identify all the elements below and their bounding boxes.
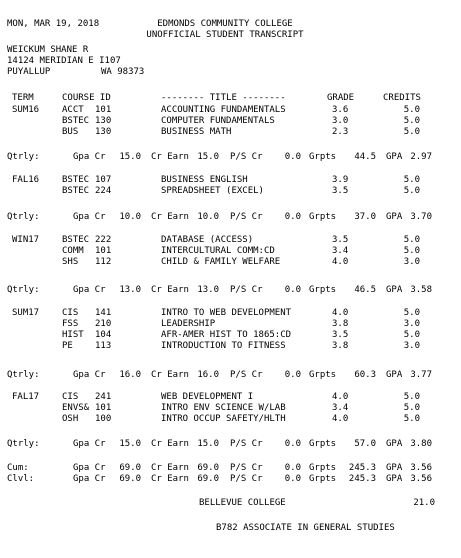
course-title: BUSINESS MATH xyxy=(161,127,232,137)
qtrly-gpa-label: GPA xyxy=(386,152,403,162)
qtrly-gpa: 3.77 xyxy=(410,370,432,380)
qtrly-gpa-cr: 16.0 xyxy=(119,370,141,380)
course-title: BUSINESS ENGLISH xyxy=(161,175,248,185)
qtrly-gpa-cr-label: Gpa Cr xyxy=(73,152,106,162)
course-number: 113 xyxy=(95,341,112,351)
course-title: COMPUTER FUNDAMENTALS xyxy=(161,116,275,126)
qtrly-grpts-label: Grpts xyxy=(309,152,337,162)
course-credits: 5.0 xyxy=(403,308,420,318)
course-grade: 3.6 xyxy=(332,105,349,115)
qtrly-gpa: 3.70 xyxy=(410,212,432,222)
course-number: 141 xyxy=(95,308,112,318)
clvl-label: Clvl: xyxy=(7,474,35,484)
cum-cr-earn: 69.0 xyxy=(197,463,219,473)
cum-ps-cr: 0.0 xyxy=(284,463,301,473)
course-title: INTRO TO WEB DEVELOPMENT xyxy=(161,308,292,318)
course-grade: 3.8 xyxy=(332,319,349,329)
course-grade: 4.0 xyxy=(332,257,349,267)
course-grade: 4.0 xyxy=(332,308,349,318)
qtrly-label: Qtrly: xyxy=(7,370,40,380)
term-code: FAL17 xyxy=(12,392,40,402)
qtrly-cr-earn-label: Cr Earn xyxy=(151,212,189,222)
course-title: WEB DEVELOPMENT I xyxy=(161,392,254,402)
course-dept: BSTEC xyxy=(62,235,90,245)
course-grade: 3.0 xyxy=(332,116,349,126)
cum-grpts: 245.3 xyxy=(348,463,376,473)
course-number: 241 xyxy=(95,392,112,402)
course-title: INTRODUCTION TO FITNESS xyxy=(161,341,286,351)
course-credits: 3.0 xyxy=(403,319,420,329)
degree: B782 ASSOCIATE IN GENERAL STUDIES xyxy=(216,523,395,533)
transfer-credits: 21.0 xyxy=(413,498,435,508)
qtrly-ps-cr: 0.0 xyxy=(284,152,301,162)
col-header-grade: GRADE xyxy=(327,93,355,103)
clvl-ps-cr-label: P/S Cr xyxy=(230,474,263,484)
qtrly-grpts: 60.3 xyxy=(354,370,376,380)
course-grade: 3.9 xyxy=(332,175,349,185)
course-credits: 5.0 xyxy=(403,235,420,245)
course-grade: 3.5 xyxy=(332,235,349,245)
qtrly-gpa: 2.97 xyxy=(410,152,432,162)
qtrly-label: Qtrly: xyxy=(7,152,40,162)
qtrly-gpa: 3.58 xyxy=(410,285,432,295)
qtrly-gpa-label: GPA xyxy=(386,439,403,449)
qtrly-gpa-cr: 15.0 xyxy=(119,152,141,162)
cum-label: Cum: xyxy=(7,463,29,473)
course-grade: 4.0 xyxy=(332,392,349,402)
course-grade: 3.4 xyxy=(332,403,349,413)
course-number: 130 xyxy=(95,127,112,137)
course-dept: BSTEC xyxy=(62,186,90,196)
course-number: 112 xyxy=(95,257,112,267)
qtrly-grpts-label: Grpts xyxy=(309,285,337,295)
course-title: DATABASE (ACCESS) xyxy=(161,235,254,245)
clvl-gpa-cr-label: Gpa Cr xyxy=(73,474,106,484)
qtrly-ps-cr-label: P/S Cr xyxy=(230,370,263,380)
course-credits: 5.0 xyxy=(403,186,420,196)
qtrly-ps-cr: 0.0 xyxy=(284,285,301,295)
course-dept: BUS xyxy=(62,127,79,137)
clvl-grpts-label: Grpts xyxy=(309,474,337,484)
course-dept: BSTEC xyxy=(62,175,90,185)
qtrly-cr-earn: 15.0 xyxy=(197,439,219,449)
course-credits: 5.0 xyxy=(403,127,420,137)
qtrly-cr-earn: 10.0 xyxy=(197,212,219,222)
qtrly-ps-cr: 0.0 xyxy=(284,439,301,449)
term-code: SUM17 xyxy=(12,308,40,318)
course-dept: OSH xyxy=(62,414,79,424)
qtrly-ps-cr-label: P/S Cr xyxy=(230,439,263,449)
clvl-gpa: 3.56 xyxy=(410,474,432,484)
qtrly-gpa-label: GPA xyxy=(386,285,403,295)
clvl-ps-cr: 0.0 xyxy=(284,474,301,484)
student-state-zip: WA 98373 xyxy=(101,67,145,77)
course-dept: ACCT xyxy=(62,105,84,115)
cum-cr-earn-label: Cr Earn xyxy=(151,463,189,473)
course-grade: 4.0 xyxy=(332,414,349,424)
course-credits: 5.0 xyxy=(403,246,420,256)
course-number: 224 xyxy=(95,186,112,196)
col-header-course-id: COURSE ID xyxy=(62,93,111,103)
qtrly-cr-earn: 15.0 xyxy=(197,152,219,162)
course-grade: 2.3 xyxy=(332,127,349,137)
qtrly-label: Qtrly: xyxy=(7,212,40,222)
course-credits: 5.0 xyxy=(403,392,420,402)
report-date: MON, MAR 19, 2018 xyxy=(7,19,100,29)
qtrly-gpa-cr: 13.0 xyxy=(119,285,141,295)
qtrly-gpa-label: GPA xyxy=(386,370,403,380)
course-number: 210 xyxy=(95,319,112,329)
course-title: INTRO ENV SCIENCE W/LAB xyxy=(161,403,286,413)
course-title: ACCOUNTING FUNDAMENTALS xyxy=(161,105,286,115)
cum-gpa-label: GPA xyxy=(386,463,403,473)
qtrly-ps-cr-label: P/S Cr xyxy=(230,152,263,162)
course-title: INTERCULTURAL COMM:CD xyxy=(161,246,275,256)
qtrly-cr-earn-label: Cr Earn xyxy=(151,439,189,449)
qtrly-grpts: 46.5 xyxy=(354,285,376,295)
course-number: 100 xyxy=(95,414,112,424)
qtrly-ps-cr: 0.0 xyxy=(284,370,301,380)
course-dept: HIST xyxy=(62,330,84,340)
qtrly-cr-earn-label: Cr Earn xyxy=(151,285,189,295)
course-credits: 5.0 xyxy=(403,116,420,126)
course-dept: FSS xyxy=(62,319,79,329)
course-dept: PE xyxy=(62,341,73,351)
qtrly-label: Qtrly: xyxy=(7,285,40,295)
qtrly-gpa-cr: 15.0 xyxy=(119,439,141,449)
cum-gpa-cr-label: Gpa Cr xyxy=(73,463,106,473)
course-grade: 3.5 xyxy=(332,186,349,196)
course-number: 130 xyxy=(95,116,112,126)
course-grade: 3.5 xyxy=(332,330,349,340)
qtrly-cr-earn-label: Cr Earn xyxy=(151,370,189,380)
term-code: FAL16 xyxy=(12,175,40,185)
clvl-grpts: 245.3 xyxy=(348,474,376,484)
course-credits: 5.0 xyxy=(403,414,420,424)
course-number: 107 xyxy=(95,175,112,185)
course-dept: SHS xyxy=(62,257,79,267)
course-grade: 3.4 xyxy=(332,246,349,256)
col-header-term: TERM xyxy=(12,93,34,103)
course-credits: 5.0 xyxy=(403,105,420,115)
clvl-cr-earn: 69.0 xyxy=(197,474,219,484)
qtrly-ps-cr-label: P/S Cr xyxy=(230,285,263,295)
course-dept: COMM xyxy=(62,246,84,256)
qtrly-ps-cr-label: P/S Cr xyxy=(230,212,263,222)
qtrly-gpa: 3.80 xyxy=(410,439,432,449)
course-number: 101 xyxy=(95,246,112,256)
col-header-title: -------- TITLE -------- xyxy=(161,93,286,103)
student-city: PUYALLUP xyxy=(7,67,51,77)
course-number: 101 xyxy=(95,105,112,115)
qtrly-grpts: 37.0 xyxy=(354,212,376,222)
clvl-gpa-cr: 69.0 xyxy=(119,474,141,484)
course-title: LEADERSHIP xyxy=(161,319,216,329)
course-credits: 3.0 xyxy=(403,341,420,351)
college-name: EDMONDS COMMUNITY COLLEGE xyxy=(157,19,293,29)
qtrly-grpts-label: Grpts xyxy=(309,439,337,449)
term-code: WIN17 xyxy=(12,235,40,245)
transfer-school: BELLEVUE COLLEGE xyxy=(199,498,286,508)
qtrly-gpa-cr: 10.0 xyxy=(119,212,141,222)
course-dept: CIS xyxy=(62,308,79,318)
col-header-credits: CREDITS xyxy=(383,93,421,103)
course-credits: 5.0 xyxy=(403,403,420,413)
course-dept: ENVS& xyxy=(62,403,90,413)
cum-grpts-label: Grpts xyxy=(309,463,337,473)
course-title: CHILD & FAMILY WELFARE xyxy=(161,257,281,267)
qtrly-gpa-cr-label: Gpa Cr xyxy=(73,285,106,295)
course-dept: CIS xyxy=(62,392,79,402)
course-title: SPREADSHEET (EXCEL) xyxy=(161,186,264,196)
qtrly-gpa-label: GPA xyxy=(386,212,403,222)
course-grade: 3.8 xyxy=(332,341,349,351)
qtrly-grpts: 44.5 xyxy=(354,152,376,162)
qtrly-gpa-cr-label: Gpa Cr xyxy=(73,370,106,380)
course-number: 104 xyxy=(95,330,112,340)
qtrly-cr-earn: 13.0 xyxy=(197,285,219,295)
course-dept: BSTEC xyxy=(62,116,90,126)
qtrly-gpa-cr-label: Gpa Cr xyxy=(73,212,106,222)
term-code: SUM16 xyxy=(12,105,40,115)
qtrly-cr-earn-label: Cr Earn xyxy=(151,152,189,162)
qtrly-cr-earn: 16.0 xyxy=(197,370,219,380)
course-credits: 3.0 xyxy=(403,257,420,267)
course-title: AFR-AMER HIST TO 1865:CD xyxy=(161,330,292,340)
qtrly-grpts-label: Grpts xyxy=(309,370,337,380)
cum-ps-cr-label: P/S Cr xyxy=(230,463,263,473)
qtrly-ps-cr: 0.0 xyxy=(284,212,301,222)
qtrly-grpts-label: Grpts xyxy=(309,212,337,222)
qtrly-label: Qtrly: xyxy=(7,439,40,449)
course-credits: 5.0 xyxy=(403,175,420,185)
document-title: UNOFFICIAL STUDENT TRANSCRIPT xyxy=(146,30,304,40)
course-credits: 5.0 xyxy=(403,330,420,340)
course-number: 101 xyxy=(95,403,112,413)
qtrly-grpts: 57.0 xyxy=(354,439,376,449)
clvl-gpa-label: GPA xyxy=(386,474,403,484)
cum-gpa: 3.56 xyxy=(410,463,432,473)
qtrly-gpa-cr-label: Gpa Cr xyxy=(73,439,106,449)
course-number: 222 xyxy=(95,235,112,245)
cum-gpa-cr: 69.0 xyxy=(119,463,141,473)
course-title: INTRO OCCUP SAFETY/HLTH xyxy=(161,414,286,424)
clvl-cr-earn-label: Cr Earn xyxy=(151,474,189,484)
student-name: WEICKUM SHANE R xyxy=(7,45,89,55)
student-address: 14124 MERIDIAN E I107 xyxy=(7,56,121,66)
